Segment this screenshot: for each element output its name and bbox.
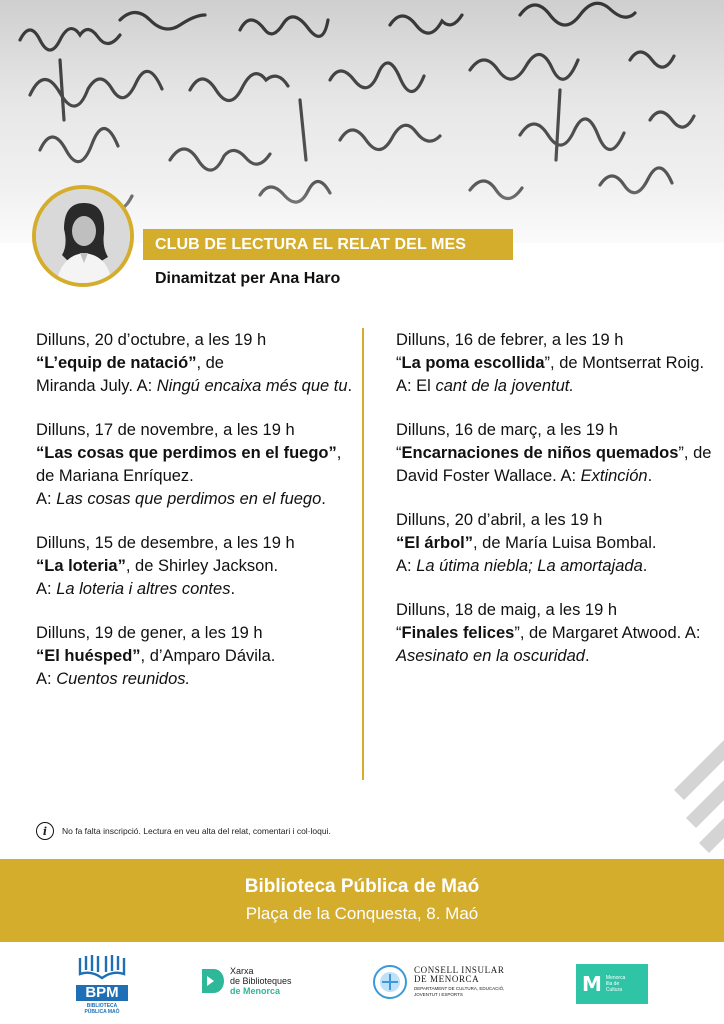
book-title: La loteria i altres contes: [56, 580, 231, 598]
bpm-logo: [72, 952, 132, 1016]
person-portrait-icon: [36, 189, 130, 283]
xarxa-line-1: Xarxa: [230, 966, 254, 976]
xarxa-b-icon: [200, 967, 224, 995]
punctuation: .: [642, 557, 648, 575]
bpm-line-1: BIBLIOTECA: [86, 1003, 118, 1009]
book-prefix: A:: [36, 490, 57, 508]
menorca-line-2: Illa de: [605, 981, 620, 987]
xarxa-line-3: de Menorca: [230, 986, 281, 996]
sessions-left-column: [36, 329, 356, 712]
session-entry: [396, 329, 716, 398]
story-title: “El árbol”: [396, 534, 474, 552]
session-entry: [36, 329, 356, 398]
session-date: Dilluns, 20 d’abril, a les 19 h: [396, 511, 603, 529]
menorca-line-1: Menorca: [605, 975, 626, 981]
punctuation: .: [321, 490, 326, 508]
open-book-icon: [74, 952, 130, 980]
book-title: Asesinato en la oscuridad: [396, 647, 585, 665]
story-author: , de Margaret Atwood. A:: [519, 624, 701, 642]
book-prefix: A:: [396, 557, 417, 575]
session-entry: [396, 509, 716, 578]
club-title-band: [143, 229, 513, 260]
punctuation: .: [347, 377, 353, 395]
session-entry: [36, 622, 356, 691]
menorca-line-3: Cultura: [605, 987, 623, 993]
venue-address: Plaça de la Conquesta, 8. Maó: [245, 904, 479, 923]
session-date: Dilluns, 20 d’octubre, a les 19 h: [36, 331, 267, 349]
punctuation: .: [230, 580, 236, 598]
venue-band: [0, 859, 724, 942]
story-title: Encarnaciones de niños quemados: [401, 444, 679, 462]
quote-open: “: [396, 624, 402, 642]
session-entry: [36, 532, 356, 601]
story-author: , de Mariana Enríquez.: [36, 444, 342, 485]
story-author: , d’Amparo Dávila.: [140, 647, 276, 665]
sponsor-logos: [0, 960, 724, 1020]
venue-name: Biblioteca Pública de Maó: [244, 876, 480, 897]
book-title: Cuentos reunidos.: [56, 670, 191, 688]
session-date: Dilluns, 19 de gener, a les 19 h: [36, 624, 263, 642]
punctuation: .: [584, 647, 590, 665]
consell-line-2: DE MENORCA: [414, 974, 480, 984]
story-title: “La loteria”: [36, 557, 126, 575]
book-title: La útima niebla; La amortajada: [416, 557, 643, 575]
note-text: No fa falta inscripció. Lectura en veu alta del relat, comentari i col·loqui.: [62, 826, 331, 836]
info-icon: i: [36, 822, 54, 840]
quote-close: ”: [544, 354, 551, 372]
bpm-acronym: BPM: [76, 985, 128, 1001]
quote-close: ”: [678, 444, 684, 462]
session-date: Dilluns, 17 de novembre, a les 19 h: [36, 421, 295, 439]
sessions-right-column: [396, 329, 716, 689]
story-title: La poma escollida: [401, 354, 545, 372]
moderator-subtitle: Dinamitzat per Ana Haro: [155, 270, 341, 287]
session-entry: [396, 419, 716, 488]
book-prefix: A:: [36, 670, 57, 688]
story-title: “L’equip de natació”: [36, 354, 197, 372]
book-title: Extinción: [580, 467, 648, 485]
xarxa-line-2: de Biblioteques: [230, 976, 292, 986]
quote-open: “: [396, 444, 402, 462]
menorca-illa-cultura-logo: [576, 964, 648, 1004]
info-note: [36, 822, 331, 840]
xarxa-biblioteques-logo: [200, 966, 292, 996]
club-title: CLUB DE LECTURA EL RELAT DEL MES: [155, 236, 467, 253]
coat-of-arms-icon: [372, 962, 408, 1002]
quote-close: ”: [514, 624, 520, 642]
story-author: Miranda July. A:: [36, 377, 157, 395]
story-title: “El huésped”: [36, 647, 141, 665]
story-author: , de David Foster Wallace. A:: [396, 444, 712, 485]
session-date: Dilluns, 16 de febrer, a les 19 h: [396, 331, 624, 349]
story-title: Finales felices: [401, 624, 515, 642]
column-divider: [362, 328, 364, 780]
session-date: Dilluns, 15 de desembre, a les 19 h: [36, 534, 295, 552]
story-author: , de Montserrat Roig. A: El: [396, 354, 705, 395]
consell-line-4: JOVENTUT I ESPORTS: [414, 992, 463, 997]
story-title: “Las cosas que perdimos en el fuego”: [36, 444, 337, 462]
book-prefix: A:: [36, 580, 57, 598]
decorative-chevrons: [614, 740, 724, 860]
avatar-ana-haro: [32, 185, 134, 287]
session-date: Dilluns, 16 de març, a les 19 h: [396, 421, 618, 439]
session-date: Dilluns, 18 de maig, a les 19 h: [396, 601, 618, 619]
bpm-line-2: PÚBLICA MAÓ: [84, 1009, 120, 1015]
book-title: Ningú encaixa més que tu: [156, 377, 348, 395]
punctuation: .: [647, 467, 653, 485]
consell-line-3: DEPARTAMENT DE CULTURA, EDUCACIÓ,: [414, 986, 505, 991]
story-author: , de Shirley Jackson.: [125, 557, 279, 575]
book-title: Las cosas que perdimos en el fuego: [56, 490, 322, 508]
consell-line-1: CONSELL INSULAR: [414, 965, 505, 975]
book-title: cant de la joventut.: [435, 377, 574, 395]
story-author-lead: , de: [196, 354, 224, 372]
session-entry: [36, 419, 356, 511]
consell-insular-logo: [372, 962, 504, 1002]
session-entry: [396, 599, 716, 668]
menorca-m-icon: M: [582, 972, 602, 996]
story-author: , de María Luisa Bombal.: [473, 534, 657, 552]
quote-open: “: [396, 354, 402, 372]
